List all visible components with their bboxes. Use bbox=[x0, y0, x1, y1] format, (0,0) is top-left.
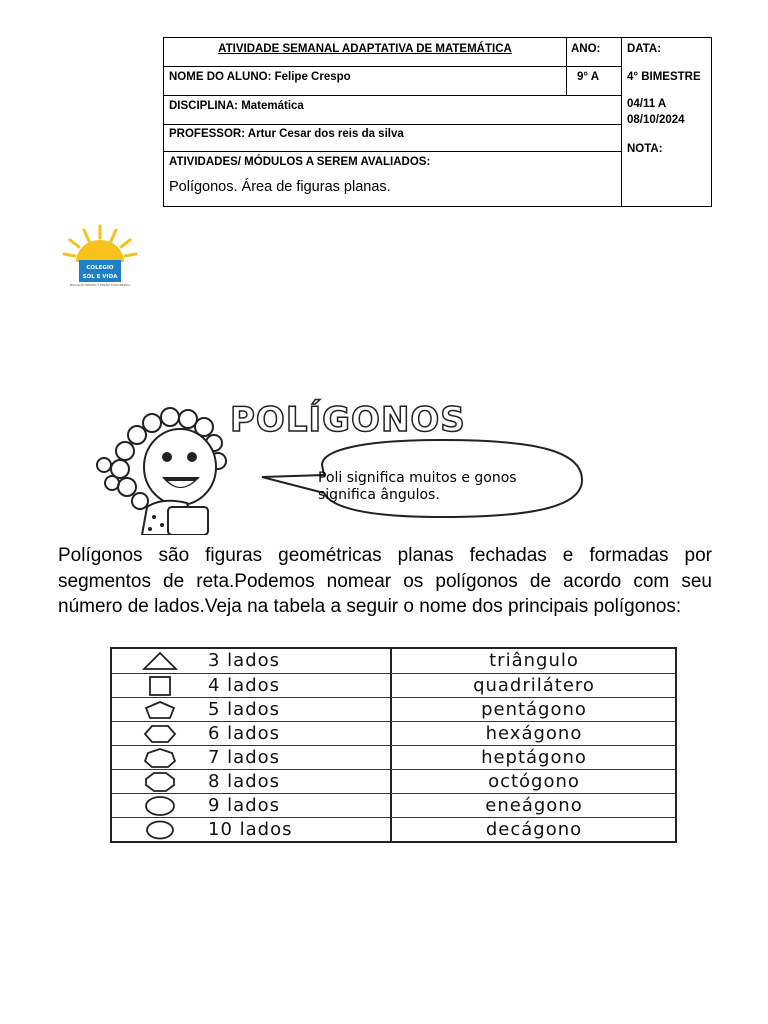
polygon-name: triângulo bbox=[489, 650, 579, 671]
ano-label: ANO: bbox=[571, 43, 601, 55]
table-row bbox=[112, 817, 675, 842]
logo-line2: SOL E VIDA bbox=[82, 274, 118, 280]
sides-count: 8 lados bbox=[208, 771, 281, 792]
ano-value: 9° A bbox=[577, 71, 600, 83]
sides-count: 4 lados bbox=[208, 675, 281, 696]
decagon-icon bbox=[142, 820, 178, 840]
polygon-name: pentágono bbox=[481, 699, 587, 720]
worksheet-header-table bbox=[163, 37, 712, 207]
octagon-icon bbox=[142, 772, 178, 792]
table-row bbox=[112, 697, 675, 722]
table-row bbox=[112, 649, 675, 674]
logo-line1: COLEGIO bbox=[86, 265, 114, 271]
bimestre: 4° BIMESTRE bbox=[627, 71, 701, 83]
polygon-name: quadrilátero bbox=[473, 675, 595, 696]
sides-count: 10 lados bbox=[208, 819, 293, 840]
table-row bbox=[112, 793, 675, 818]
teacher: PROFESSOR: Artur Cesar dos reis da silva bbox=[169, 128, 404, 140]
polygons-table bbox=[110, 647, 677, 843]
table-row bbox=[112, 673, 675, 698]
sides-count: 3 lados bbox=[208, 650, 281, 671]
hexagon-icon bbox=[142, 724, 178, 744]
polygon-name: decágono bbox=[485, 819, 583, 840]
modules-value: Polígonos. Área de figuras planas. bbox=[169, 179, 391, 195]
student-name: NOME DO ALUNO: Felipe Crespo bbox=[169, 71, 351, 83]
pentagon-icon bbox=[142, 700, 178, 720]
discipline: DISCIPLINA: Matemática bbox=[169, 100, 304, 112]
sides-count: 5 lados bbox=[208, 699, 281, 720]
table-row bbox=[112, 721, 675, 746]
sides-count: 9 lados bbox=[208, 795, 281, 816]
data-label: DATA: bbox=[627, 43, 662, 55]
table-row bbox=[112, 769, 675, 794]
polygon-name: octógono bbox=[488, 771, 580, 792]
triangle-icon bbox=[142, 651, 178, 671]
table-row bbox=[112, 745, 675, 770]
modules-label: ATIVIDADES/ MÓDULOS A SEREM AVALIADOS: bbox=[169, 156, 431, 168]
speech-bubble-text: Poli significa muitos e gonos significa ângulos. bbox=[318, 470, 517, 503]
explanation-paragraph: Polígonos são figuras geométricas planas fechadas e formadas por segmentos de reta.Podemos nomear os polígonos de acordo com seu número de lados.Veja na tabela a seguir o nome dos principais polígonos: bbox=[58, 545, 712, 617]
worksheet-title: ATIVIDADE SEMANAL ADAPTATIVA DE MATEMÁTICA bbox=[218, 43, 512, 55]
period-end: 08/10/2024 bbox=[627, 114, 685, 126]
sides-count: 6 lados bbox=[208, 723, 281, 744]
square-icon bbox=[142, 676, 178, 696]
nota-label: NOTA: bbox=[627, 143, 663, 155]
polygons-title: POLÍGONOS bbox=[230, 400, 466, 440]
polygon-name: hexágono bbox=[485, 723, 583, 744]
logo-tagline: EDUCAÇÃO INFANTIL E ENSINO FUNDAMENTAL bbox=[69, 284, 131, 287]
sides-count: 7 lados bbox=[208, 747, 281, 768]
period-start: 04/11 A bbox=[627, 98, 667, 110]
heptagon-icon bbox=[142, 748, 178, 768]
school-logo bbox=[60, 222, 140, 290]
enneagon-icon bbox=[142, 796, 178, 816]
polygon-name: heptágono bbox=[481, 747, 587, 768]
polygon-name: eneágono bbox=[485, 795, 583, 816]
